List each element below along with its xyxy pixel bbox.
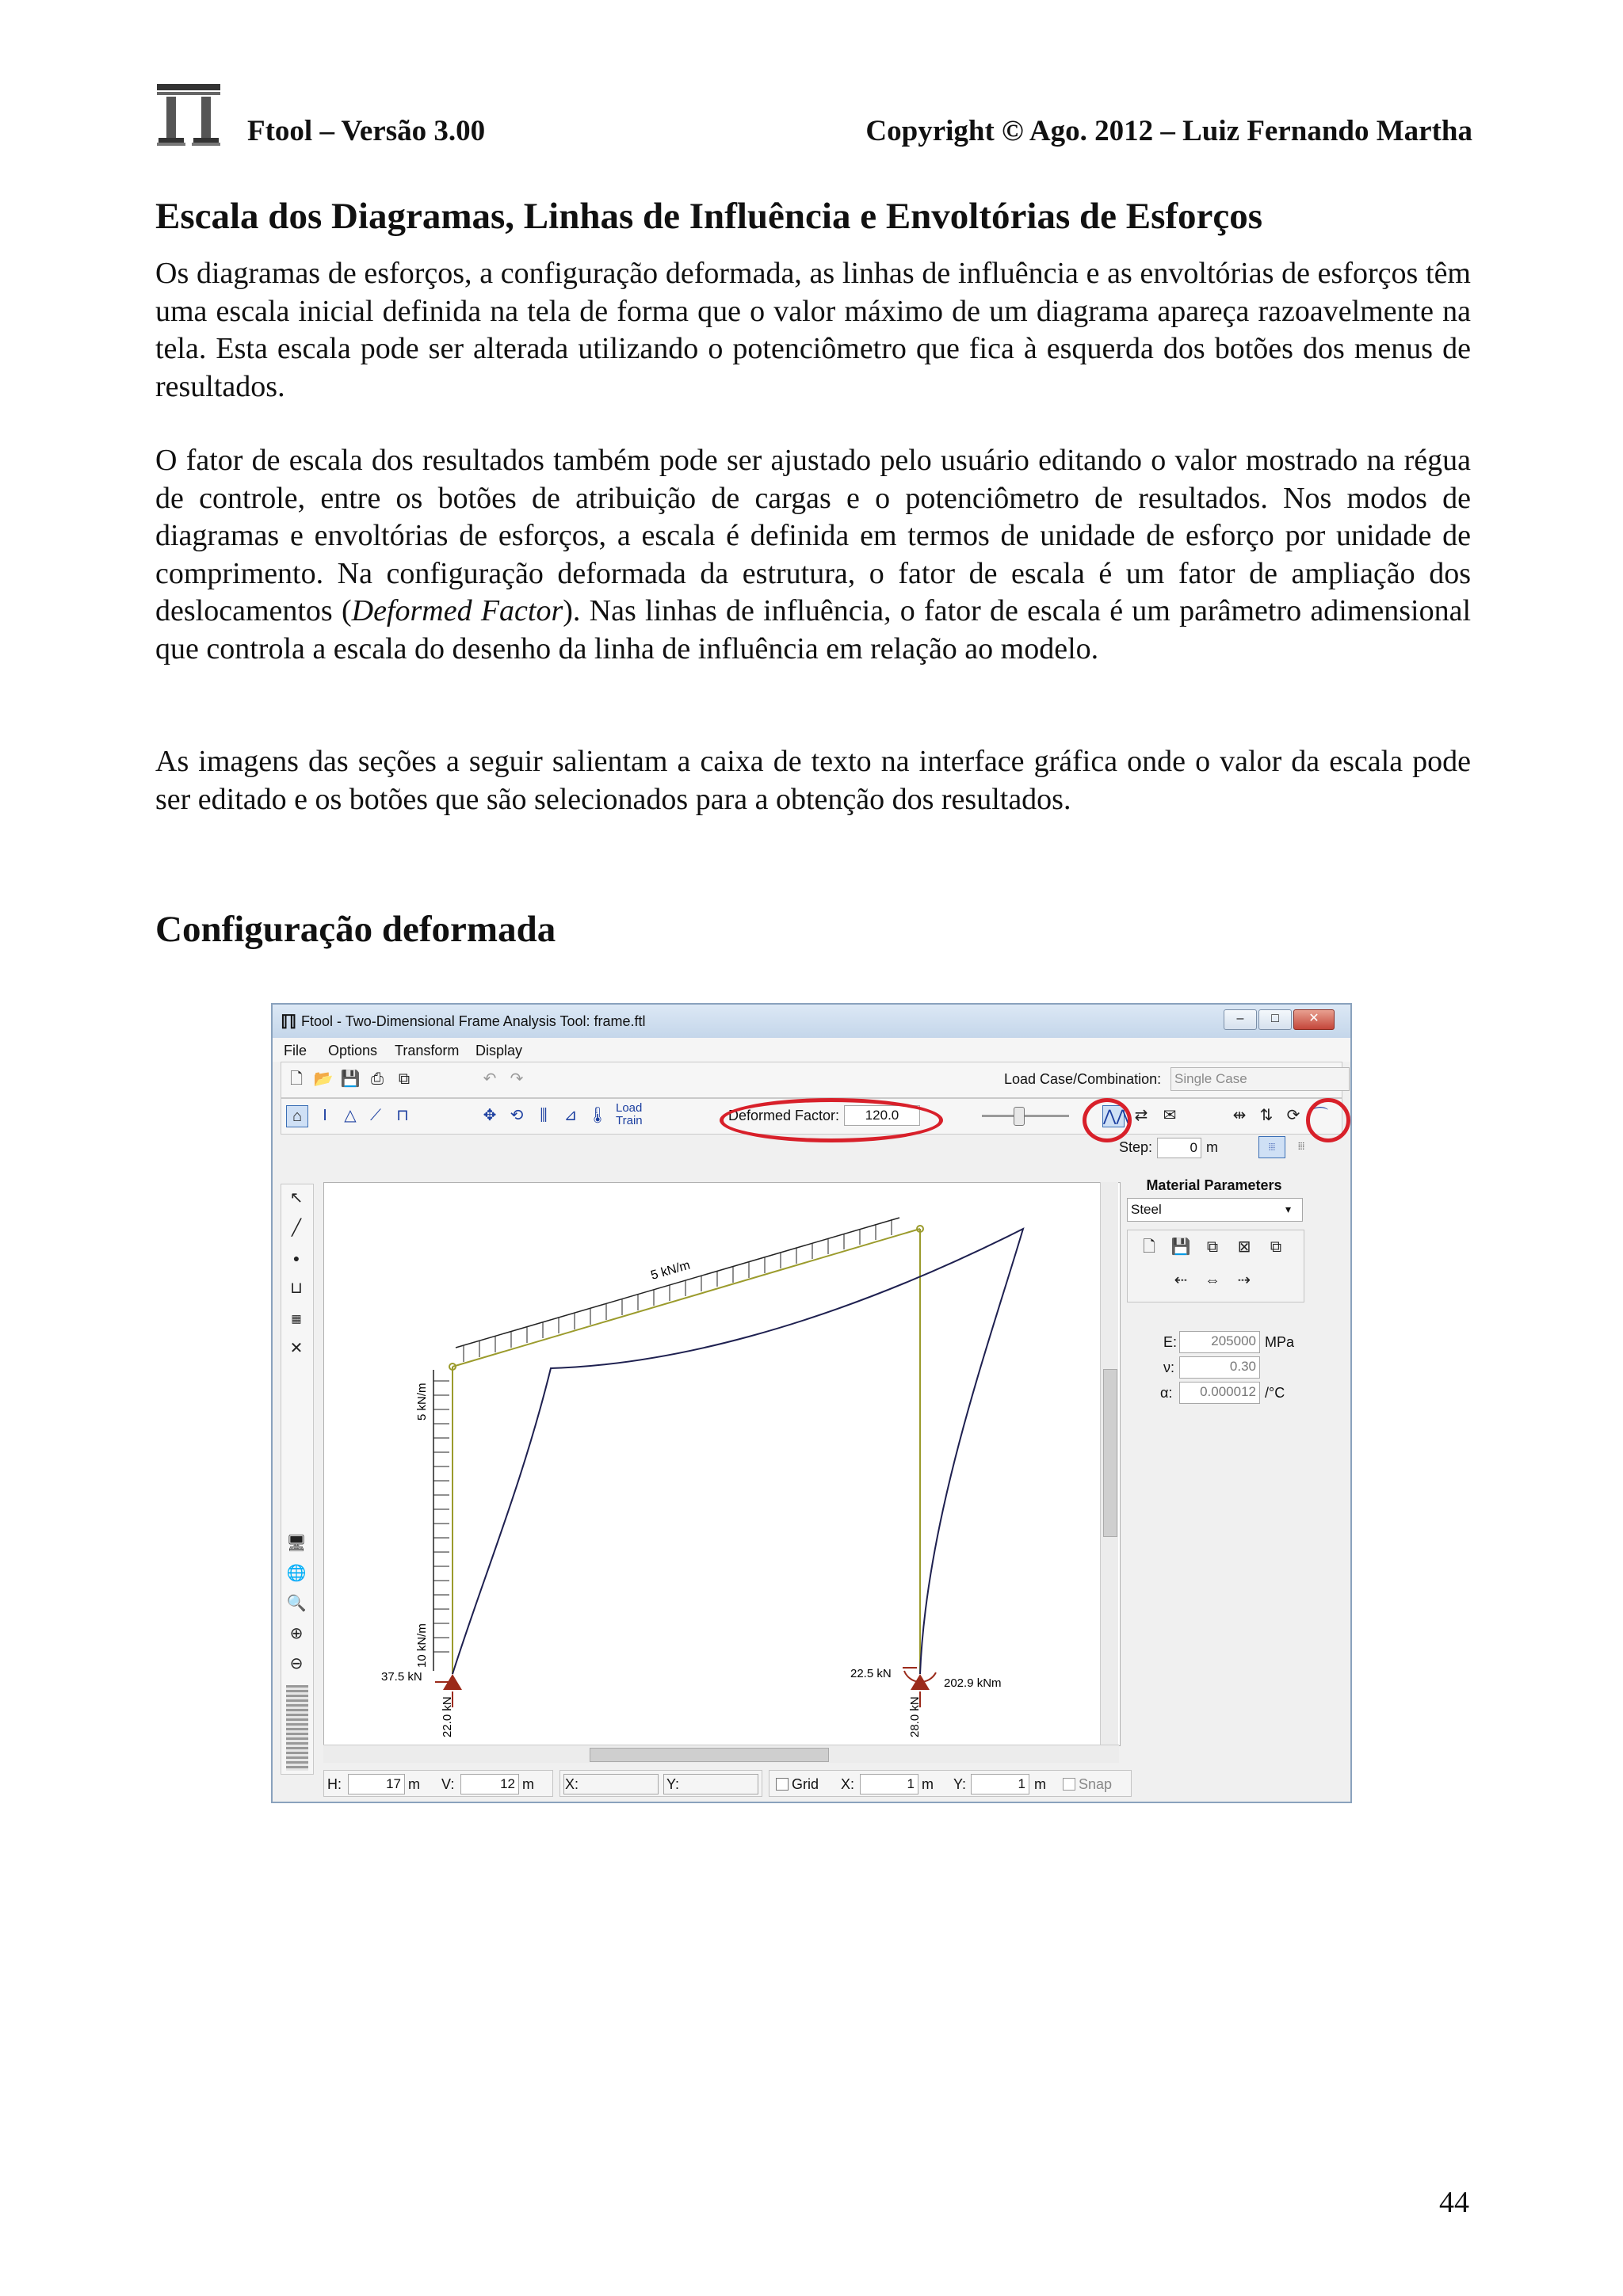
print-icon[interactable]: ⎙ [371,1070,384,1088]
move-center-icon[interactable]: ⇔ [1205,1272,1220,1289]
paragraph-2 [155,442,1471,668]
save-material-icon[interactable]: 💾 [1170,1238,1191,1256]
header-copyright: Copyright © Ago. 2012 – Luiz Fernando Martha [865,115,1472,147]
section-icon[interactable]: I [323,1107,327,1124]
grid-label: Grid [792,1776,819,1792]
h-label: H: [327,1776,342,1792]
node-icon[interactable]: ● [292,1252,300,1264]
deformed-factor-label: Deformed Factor: [728,1108,840,1123]
section-heading-deformada: Configuração deformada [155,909,556,950]
snap-label: Snap [1079,1776,1113,1792]
canvas-size-group [323,1770,553,1797]
inclined-load-label: 5 kN/m [649,1258,692,1283]
support-icon[interactable]: △ [344,1107,357,1124]
step-row [1119,1135,1341,1161]
envelope-icon[interactable]: ✉ [1163,1107,1177,1124]
column-load-label-2: 10 kN/m [415,1623,429,1668]
zoom-icon[interactable]: 🔍 [286,1595,307,1612]
column-load-label: 5 kN/m [415,1383,429,1421]
scale-slider-thumb[interactable] [1014,1107,1025,1126]
column-load-arrows [433,1381,449,1652]
left-v-reaction-label: 22.0 kN [441,1696,454,1737]
menu-options[interactable]: Options [328,1043,378,1058]
vertical-scrollbar[interactable] [1100,1182,1118,1745]
frame-drawing [324,1183,1120,1745]
header-title: Ftool – Versão 3.00 [247,115,486,147]
right-moment-label: 202.9 kNm [944,1676,1002,1690]
frame-mode-icon[interactable]: ⌂ [286,1105,308,1127]
v-unit: m [522,1776,534,1792]
paragraph-2-italic: Deformed Factor [351,594,563,627]
grid-checkbox[interactable] [776,1778,789,1791]
deformed-factor-input[interactable]: 120.0 [844,1105,920,1126]
scale-slider-track[interactable] [982,1115,1069,1117]
move-left-icon[interactable]: ⇠ [1174,1272,1188,1289]
redo-icon[interactable]: ↷ [510,1070,524,1088]
h-input[interactable]: 17 [348,1774,405,1794]
highlight-deformed-factor [720,1098,943,1142]
x-label: X: [565,1776,579,1792]
left-h-reaction-label: 37.5 kN [381,1670,422,1684]
ftool-window [271,1003,1352,1803]
step-forward-icon[interactable]: ⦙⦙⦙ [1258,1136,1285,1158]
load-case-select[interactable]: Single Case [1170,1067,1350,1091]
deformed-shape [453,1229,1023,1674]
left-toolbar [281,1184,314,1775]
paragraph-1: Os diagramas de esforços, a configuração deformada, as linhas de influência e as envoltórias de esforços têm uma escala inicial definida na tela de forma que o valor máximo de um diagrama apareça razoavelmente na tela. Esta escala pode ser alterada utilizando o potenciômetro que fica à esquerda dos botões dos menus de resultados. [155,257,1471,403]
beam-load-arrows [464,1219,892,1362]
nodal-load-icon[interactable]: ✥ [483,1107,497,1124]
beam-load-line [456,1218,899,1348]
open-file-icon[interactable]: 📂 [313,1070,334,1088]
material-actions [1127,1230,1304,1302]
dimension-icon[interactable]: ⊔ [290,1280,303,1297]
e-input[interactable]: 205000 [1179,1331,1260,1353]
grid-icon[interactable]: ▦ [291,1312,302,1325]
display-icon[interactable]: 🖥 [286,1535,307,1552]
copy-material-icon[interactable]: ⧉ [1270,1238,1282,1256]
vertical-scroll-thumb[interactable] [1103,1369,1117,1537]
undo-icon[interactable]: ↶ [483,1070,497,1088]
grid-y-unit: m [1034,1776,1046,1792]
copy-icon[interactable]: ⧉ [398,1070,411,1088]
h-unit: m [408,1776,420,1792]
step-unit: m [1206,1139,1218,1155]
maximize-button[interactable]: □ [1258,1009,1292,1030]
save-icon[interactable]: 💾 [340,1070,361,1088]
frame-icon[interactable]: ⊓ [396,1107,409,1124]
bending-moment-icon[interactable]: ⟳ [1286,1107,1300,1124]
apply-material-icon[interactable]: ⧉ [1206,1238,1219,1256]
ftool-logo [155,82,222,147]
material-panel-title: Material Parameters [1146,1177,1282,1193]
right-h-reaction-label: 22.5 kN [850,1667,892,1680]
step-input[interactable]: 0 [1157,1138,1201,1158]
title-bar [273,1005,1350,1039]
zoom-out-icon[interactable]: ⊖ [289,1655,304,1672]
move-right-icon[interactable]: ⇢ [1237,1272,1251,1289]
shear-force-icon[interactable]: ⇅ [1259,1107,1274,1124]
y-label: Y: [666,1776,680,1792]
e-unit: MPa [1265,1334,1295,1350]
model-canvas[interactable] [323,1182,1121,1746]
new-material-icon[interactable]: 🗋 [1142,1238,1156,1256]
grid-group [769,1770,1132,1797]
deformed-shape-icon[interactable]: ⋀⋀ [1102,1105,1125,1127]
load-case-label: Load Case/Combination: [1004,1071,1162,1087]
distributed-load-icon[interactable]: ⫼ [540,1107,548,1124]
diagram-icon[interactable]: ⇄ [1134,1107,1148,1124]
thermal-load-icon[interactable]: 🌡 [587,1107,608,1124]
load-train-button[interactable]: Load Train [616,1101,643,1127]
menu-bar [273,1038,1350,1062]
nu-label: ν: [1163,1360,1175,1375]
grid-x-input[interactable]: 1 [860,1774,918,1794]
page-number: 44 [1439,2186,1469,2219]
v-label: V: [441,1776,455,1792]
axial-force-icon[interactable]: ⇹ [1232,1107,1247,1124]
close-button[interactable]: ✕ [1293,1009,1335,1030]
app-icon: ℿ [281,1013,297,1033]
alpha-unit: /°C [1265,1385,1285,1401]
chevron-down-icon[interactable]: ▾ [1285,1203,1292,1215]
cursor-coords-group [559,1770,762,1797]
grid-y-input[interactable]: 1 [971,1774,1029,1794]
file-toolbar [281,1062,1342,1098]
moment-load-icon[interactable]: ⟲ [510,1107,524,1124]
paragraph-3: As imagens das seções a seguir salientam a caixa de texto na interface gráfica onde o valor da escala pode ser editado e os botões que são selecionados para a obtenção dos resultados. [155,745,1471,816]
window-title: Ftool - Two-Dimensional Frame Analysis Tool: frame.ftl [301,1013,646,1029]
material-panel [1127,1163,1346,1773]
horizontal-scrollbar[interactable] [323,1745,1119,1763]
minimize-button[interactable]: – [1224,1009,1257,1030]
v-input[interactable]: 12 [460,1774,519,1794]
grid-x-unit: m [922,1776,934,1792]
grid-x-label: X: [841,1776,855,1792]
step-label: Step: [1119,1139,1153,1155]
menu-transform[interactable]: Transform [395,1043,460,1058]
alpha-label: α: [1160,1385,1173,1401]
grid-y-label: Y: [953,1776,967,1792]
select-icon[interactable]: ↖ [289,1189,304,1207]
paragraph-2-text-b: ). Nas linhas de influência, o fator de escala é um parâmetro adimensional que controla a escala do desenho da linha de influência em relação ao modelo. [155,594,1471,666]
linear-load-icon[interactable]: ⊿ [563,1107,578,1124]
delete-material-icon[interactable]: ⊠ [1237,1238,1251,1256]
zoom-in-icon[interactable]: ⊕ [289,1625,304,1642]
step-all-icon[interactable]: ⦙⦙⦙ [1297,1141,1305,1152]
alpha-input[interactable]: 0.000012 [1179,1382,1260,1404]
menu-file[interactable]: File [284,1043,307,1058]
new-file-icon[interactable]: 🗋 [289,1070,304,1088]
globe-icon[interactable]: 🌐 [286,1565,307,1582]
nu-input[interactable]: 0.30 [1179,1356,1260,1379]
delete-icon[interactable]: ✕ [289,1340,304,1357]
status-bar [281,1770,1342,1797]
zoom-slider[interactable] [286,1685,308,1771]
hinge-icon[interactable]: ⟋ [370,1107,381,1124]
line-icon[interactable]: ╱ [291,1219,302,1237]
paragraph-2-text-a: O fator de escala dos resultados também pode ser ajustado pelo usuário editando o valor mostrado na régua de controle, entre os botões de atribuição de cargas e o potenciômetro de resultados. Nos modos de diagramas e envoltórias de esforços, a escala é definida em termos de unidade de esforço por unidade de comprimento. Na configuração deformada da estrutura, o fator de escala é um fator de ampliação dos deslocamentos ( [155,444,1471,627]
menu-display[interactable]: Display [475,1043,523,1058]
section-heading: Escala dos Diagramas, Linhas de Influência e Envoltórias de Esforços [155,196,1263,237]
e-label: E: [1163,1334,1178,1350]
inclined-beam [453,1229,920,1367]
horizontal-scroll-thumb[interactable] [590,1748,829,1762]
snap-checkbox[interactable] [1063,1778,1075,1791]
y-readout [663,1774,758,1794]
x-readout [563,1774,659,1794]
right-v-reaction-label: 28.0 kN [908,1696,922,1737]
material-select[interactable]: Steel [1127,1198,1303,1222]
influence-line-icon[interactable]: ⌒ [1312,1107,1328,1124]
